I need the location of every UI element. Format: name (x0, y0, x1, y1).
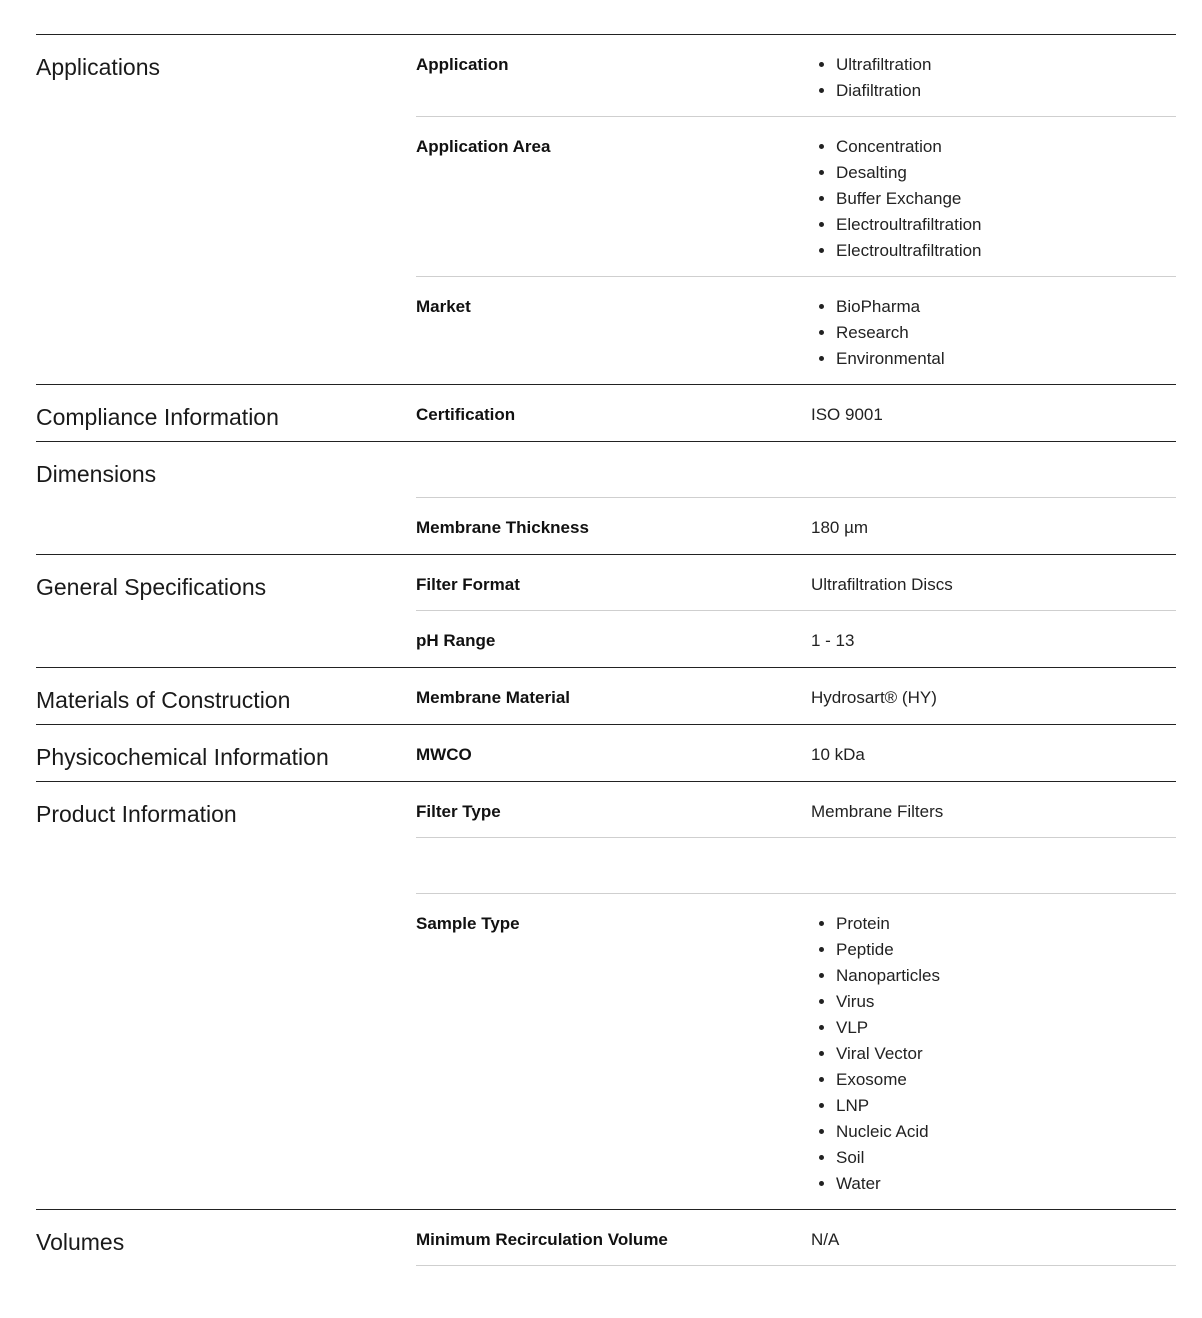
spec-label (416, 857, 811, 884)
spec-row-membrane-material (416, 668, 1176, 724)
spec-row-minimum-recirculation-volume (416, 1210, 1176, 1266)
list-item: • Buffer Exchange (836, 186, 1176, 212)
spec-label: Filter Type (416, 802, 501, 821)
spec-group-product-information (36, 781, 1176, 1209)
spec-row-empty (416, 442, 1176, 498)
spec-value (811, 54, 1176, 104)
spec-label: pH Range (416, 631, 496, 650)
list-item: • BioPharma (836, 294, 1176, 320)
spec-group-rows (416, 725, 1176, 781)
spec-value: Hydrosart® (HY) (811, 688, 937, 707)
spec-group-rows (416, 782, 1176, 1209)
spec-row-application-area (416, 117, 1176, 277)
list-item: • Concentration (836, 134, 1176, 160)
spec-label: Application (416, 55, 509, 74)
spec-value (811, 136, 1176, 264)
list-item: • Diafiltration (836, 78, 1176, 104)
spec-group-general-specifications (36, 554, 1176, 667)
spec-row-sample-type (416, 894, 1176, 1209)
spec-label: Sample Type (416, 914, 520, 933)
spec-group-physicochemical-information (36, 724, 1176, 781)
list-item: • VLP (836, 1015, 1176, 1041)
spec-group-title: Dimensions (36, 461, 157, 487)
list-item: • Desalting (836, 160, 1176, 186)
list-item: • Electroultrafiltration (836, 212, 1176, 238)
spec-group-rows (416, 385, 1176, 441)
list-item: • Nanoparticles (836, 963, 1176, 989)
spec-group-rows (416, 442, 1176, 554)
spec-group-applications (36, 34, 1176, 384)
list-item: • LNP (836, 1093, 1176, 1119)
spec-group-rows (416, 555, 1176, 667)
specifications-table (36, 34, 1176, 1266)
spec-value-list (811, 911, 1176, 1197)
spec-value-list (811, 134, 1176, 264)
spec-label: Application Area (416, 137, 551, 156)
list-item: • Water (836, 1171, 1176, 1197)
list-item: • Nucleic Acid (836, 1119, 1176, 1145)
spec-row-certification (416, 385, 1176, 441)
spec-group-title: Volumes (36, 1229, 125, 1255)
list-item: • Viral Vector (836, 1041, 1176, 1067)
spec-label: Membrane Material (416, 688, 570, 707)
spec-group-title: General Specifications (36, 574, 267, 600)
spec-value (811, 461, 1176, 488)
spec-group-title: Physicochemical Information (36, 744, 329, 770)
spec-group-materials-of-construction (36, 667, 1176, 724)
spec-value: 1 - 13 (811, 631, 855, 650)
spec-row-market (416, 277, 1176, 384)
spec-group-rows (416, 1210, 1176, 1266)
spec-row-mwco (416, 725, 1176, 781)
spec-row-filter-format (416, 555, 1176, 611)
spec-row-application (416, 35, 1176, 117)
spec-group-dimensions (36, 441, 1176, 554)
spec-label: Minimum Recirculation Volume (416, 1230, 668, 1249)
list-item: • Peptide (836, 937, 1176, 963)
spec-group-rows (416, 668, 1176, 724)
spec-group-rows (416, 35, 1176, 384)
spec-value (811, 296, 1176, 372)
spec-value: N/A (811, 1230, 840, 1249)
list-item: • Exosome (836, 1067, 1176, 1093)
spec-label: Market (416, 297, 471, 316)
list-item: • Ultrafiltration (836, 52, 1176, 78)
spec-row-filter-type (416, 782, 1176, 838)
spec-value: 180 µm (811, 518, 869, 537)
list-item: • Electroultrafiltration (836, 238, 1176, 264)
spec-group-title: Applications (36, 54, 161, 80)
spec-group-title: Product Information (36, 801, 237, 827)
spec-value: Membrane Filters (811, 802, 944, 821)
list-item: • Soil (836, 1145, 1176, 1171)
spec-row-empty (416, 838, 1176, 894)
spec-row-membrane-thickness (416, 498, 1176, 554)
spec-group-compliance-information (36, 384, 1176, 441)
spec-label (416, 461, 811, 488)
spec-label: Filter Format (416, 575, 520, 594)
spec-group-title: Compliance Information (36, 404, 279, 430)
spec-value-list (811, 52, 1176, 104)
spec-label: Certification (416, 405, 516, 424)
spec-row-ph-range (416, 611, 1176, 667)
spec-value-list (811, 294, 1176, 372)
spec-label: MWCO (416, 745, 472, 764)
list-item: • Virus (836, 989, 1176, 1015)
spec-label: Membrane Thickness (416, 518, 589, 537)
spec-value (811, 913, 1176, 1197)
spec-value: 10 kDa (811, 745, 865, 764)
spec-group-volumes (36, 1209, 1176, 1266)
list-item: • Protein (836, 911, 1176, 937)
spec-value: Ultrafiltration Discs (811, 575, 953, 594)
spec-value: ISO 9001 (811, 405, 883, 424)
list-item: • Research (836, 320, 1176, 346)
list-item: • Environmental (836, 346, 1176, 372)
spec-value (811, 857, 1176, 884)
spec-group-title: Materials of Construction (36, 687, 291, 713)
